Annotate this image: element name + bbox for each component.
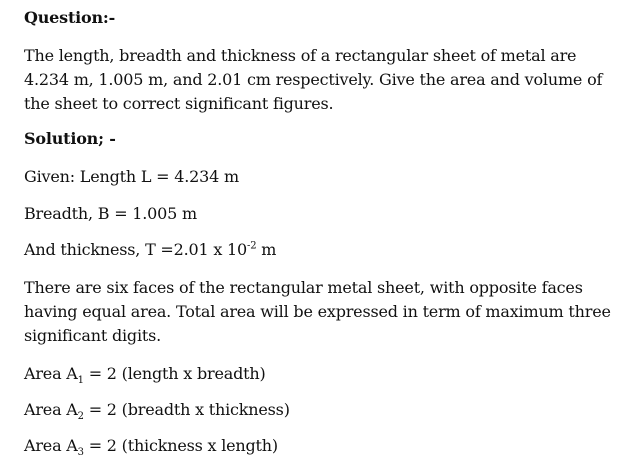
area-subscript: 3 bbox=[77, 447, 84, 459]
area-a2-line bbox=[24, 398, 290, 422]
area-subscript: 2 bbox=[77, 411, 84, 423]
solution-heading: Solution; - bbox=[24, 129, 116, 148]
area-prefix: Area A bbox=[24, 436, 78, 455]
area-a1-line bbox=[24, 362, 266, 386]
area-formula: = 2 (breadth x thickness) bbox=[83, 400, 290, 419]
thickness-exponent: -2 bbox=[247, 240, 257, 252]
question-heading: Question:- bbox=[24, 8, 116, 27]
thickness-line bbox=[24, 238, 276, 262]
given-length: Given: Length L = 4.234 m bbox=[24, 167, 239, 186]
question-text: The length, breadth and thickness of a rectangular sheet of metal are 4.234 m, 1.005 m, and 2.01 cm respectively. Give the area and volume of the sheet to correct significant figures. bbox=[24, 46, 603, 113]
faces-text: There are six faces of the rectangular metal sheet, with opposite faces having equal area. Total area will be expressed in term of maximum three significant digits. bbox=[24, 278, 611, 345]
area-prefix: Area A bbox=[24, 400, 78, 419]
area-subscript: 1 bbox=[77, 375, 84, 387]
thickness-suffix: m bbox=[256, 240, 277, 259]
area-prefix: Area A bbox=[24, 364, 78, 383]
area-formula: = 2 (length x breadth) bbox=[83, 364, 266, 383]
area-formula: = 2 (thickness x length) bbox=[83, 436, 278, 455]
breadth-line: Breadth, B = 1.005 m bbox=[24, 204, 197, 223]
area-a3-line bbox=[24, 434, 278, 458]
thickness-prefix: And thickness, T =2.01 x 10 bbox=[24, 240, 248, 259]
